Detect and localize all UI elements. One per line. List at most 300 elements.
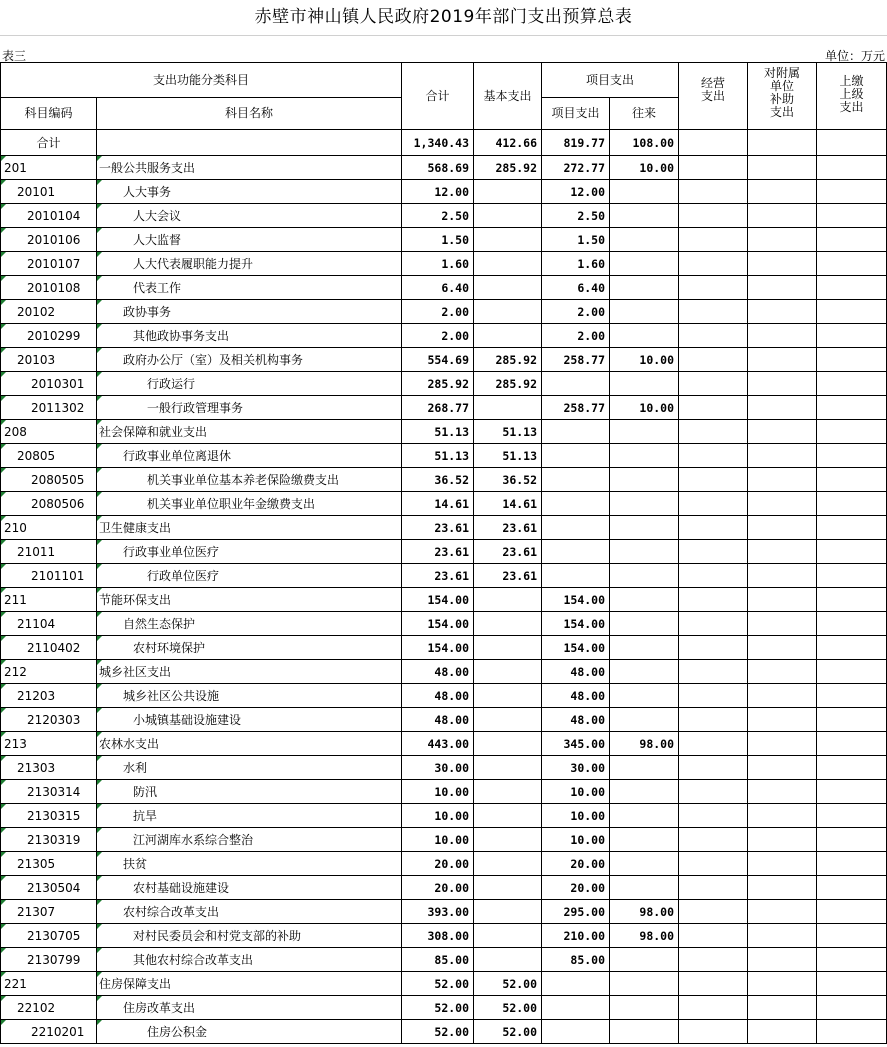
row-name: [97, 492, 402, 516]
row-name: [97, 396, 402, 420]
row-subsidy: [748, 396, 817, 420]
row-name-text: 行政事业单位医疗: [123, 545, 220, 559]
row-operation: [679, 156, 748, 180]
row-code: [1, 660, 97, 684]
header-name: 科目名称: [97, 98, 402, 130]
row-upper: [817, 228, 887, 252]
row-code-text: 20102: [17, 304, 56, 319]
row-basic: [474, 636, 542, 660]
row-name: [97, 540, 402, 564]
unit-label: 单位：万元: [824, 49, 885, 63]
row-code-text: 208: [4, 424, 27, 439]
row-code: [1, 372, 97, 396]
row-basic: [474, 852, 542, 876]
table-row: [1, 156, 887, 180]
row-total: 30.00: [402, 756, 474, 780]
row-name: [97, 420, 402, 444]
cell-comment-marker: [1, 444, 6, 449]
row-project: 210.00: [542, 924, 610, 948]
row-total: 52.00: [402, 1020, 474, 1044]
row-project: 48.00: [542, 660, 610, 684]
row-basic: 285.92: [474, 156, 542, 180]
row-total: 154.00: [402, 636, 474, 660]
row-operation: [679, 732, 748, 756]
cell-comment-marker: [97, 204, 102, 209]
row-operation: [679, 180, 748, 204]
row-basic: 51.13: [474, 420, 542, 444]
row-name-text: 人大事务: [123, 185, 172, 199]
row-upper: [817, 636, 887, 660]
row-transfer: 98.00: [610, 924, 679, 948]
row-code: [1, 516, 97, 540]
row-subsidy: [748, 228, 817, 252]
row-total: 10.00: [402, 828, 474, 852]
row-basic: [474, 684, 542, 708]
row-code: [1, 828, 97, 852]
row-operation: [679, 780, 748, 804]
row-total: 23.61: [402, 540, 474, 564]
row-basic: 36.52: [474, 468, 542, 492]
row-code-text: 221: [4, 976, 27, 991]
cell-comment-marker: [97, 828, 102, 833]
row-project: 154.00: [542, 588, 610, 612]
cell-comment-marker: [1, 972, 6, 977]
row-code: [1, 732, 97, 756]
row-code: [1, 468, 97, 492]
row-basic: 14.61: [474, 492, 542, 516]
row-name: [97, 468, 402, 492]
row-subsidy: [748, 996, 817, 1020]
row-name: [97, 900, 402, 924]
row-total: 568.69: [402, 156, 474, 180]
row-name: [97, 732, 402, 756]
row-name-text: 住房公积金: [147, 1025, 208, 1039]
row-code: [1, 588, 97, 612]
row-project: 1.60: [542, 252, 610, 276]
row-name: [97, 996, 402, 1020]
row-subsidy: [748, 564, 817, 588]
row-name-text: 对村民委员会和村党支部的补助: [133, 929, 302, 943]
row-upper: [817, 948, 887, 972]
cell-comment-marker: [1, 948, 6, 953]
row-subsidy: [748, 204, 817, 228]
row-code: [1, 252, 97, 276]
total-row-subsidy: [748, 130, 817, 156]
row-name: [97, 804, 402, 828]
row-subsidy: [748, 156, 817, 180]
row-project: 2.00: [542, 300, 610, 324]
row-subsidy: [748, 636, 817, 660]
cell-comment-marker: [1, 180, 6, 185]
row-project: 2.50: [542, 204, 610, 228]
row-transfer: 98.00: [610, 732, 679, 756]
row-name: [97, 372, 402, 396]
cell-comment-marker: [97, 876, 102, 881]
row-code: [1, 180, 97, 204]
row-subsidy: [748, 492, 817, 516]
row-transfer: [610, 612, 679, 636]
row-subsidy: [748, 372, 817, 396]
row-transfer: [610, 948, 679, 972]
cell-comment-marker: [97, 1020, 102, 1025]
row-operation: [679, 228, 748, 252]
row-name: [97, 852, 402, 876]
row-code-text: 210: [4, 520, 27, 535]
row-transfer: [610, 300, 679, 324]
row-name-text: 江河湖库水系综合整治: [133, 833, 254, 847]
row-upper: [817, 156, 887, 180]
row-operation: [679, 924, 748, 948]
table-row: [1, 516, 887, 540]
page-title: 赤壁市神山镇人民政府2019年部门支出预算总表: [254, 7, 633, 27]
row-subsidy: [748, 660, 817, 684]
row-operation: [679, 540, 748, 564]
row-upper: [817, 516, 887, 540]
row-basic: [474, 228, 542, 252]
row-name: [97, 684, 402, 708]
row-code-text: 21305: [17, 856, 56, 871]
row-subsidy: [748, 588, 817, 612]
table-number-label: 表三: [2, 49, 27, 63]
row-basic: [474, 900, 542, 924]
row-basic: [474, 180, 542, 204]
row-basic: [474, 876, 542, 900]
table-row: [1, 564, 887, 588]
row-upper: [817, 972, 887, 996]
row-code-text: 2080505: [31, 472, 85, 487]
row-name-text: 社会保障和就业支出: [99, 425, 208, 439]
row-transfer: [610, 588, 679, 612]
cell-comment-marker: [1, 876, 6, 881]
row-code-text: 2080506: [31, 496, 85, 511]
cell-comment-marker: [97, 708, 102, 713]
cell-comment-marker: [1, 228, 6, 233]
row-transfer: [610, 876, 679, 900]
cell-comment-marker: [97, 684, 102, 689]
row-code-text: 21307: [17, 904, 56, 919]
header-basic: 基本支出: [474, 63, 542, 130]
cell-comment-marker: [97, 948, 102, 953]
row-name: [97, 828, 402, 852]
row-code: [1, 636, 97, 660]
cell-comment-marker: [97, 324, 102, 329]
row-total: 48.00: [402, 660, 474, 684]
row-operation: [679, 516, 748, 540]
cell-comment-marker: [97, 492, 102, 497]
row-project: [542, 420, 610, 444]
row-subsidy: [748, 900, 817, 924]
row-transfer: [610, 780, 679, 804]
row-subsidy: [748, 732, 817, 756]
row-name-text: 自然生态保护: [123, 617, 196, 631]
row-code: [1, 612, 97, 636]
row-basic: [474, 204, 542, 228]
row-code: [1, 564, 97, 588]
row-code: [1, 972, 97, 996]
table-row: [1, 300, 887, 324]
row-total: 36.52: [402, 468, 474, 492]
row-name-text: 人大代表履职能力提升: [133, 257, 254, 271]
table-row: [1, 252, 887, 276]
row-transfer: [610, 852, 679, 876]
cell-comment-marker: [97, 972, 102, 977]
row-total: 23.61: [402, 564, 474, 588]
table-row: [1, 852, 887, 876]
row-project: [542, 996, 610, 1020]
row-subsidy: [748, 972, 817, 996]
row-name-text: 水利: [123, 761, 148, 775]
row-code: [1, 708, 97, 732]
cell-comment-marker: [1, 1020, 6, 1025]
row-subsidy: [748, 276, 817, 300]
row-name-text: 住房改革支出: [123, 1001, 196, 1015]
row-basic: 23.61: [474, 516, 542, 540]
row-code-text: 20103: [17, 352, 56, 367]
row-transfer: 98.00: [610, 900, 679, 924]
table-row: [1, 396, 887, 420]
cell-comment-marker: [1, 636, 6, 641]
row-basic: [474, 708, 542, 732]
row-transfer: [610, 468, 679, 492]
row-code-text: 2130504: [27, 880, 81, 895]
row-total: 554.69: [402, 348, 474, 372]
row-basic: [474, 324, 542, 348]
row-basic: [474, 252, 542, 276]
row-code-text: 2101101: [31, 568, 85, 583]
table-row: [1, 348, 887, 372]
row-transfer: [610, 372, 679, 396]
row-code: [1, 876, 97, 900]
row-name: [97, 948, 402, 972]
row-transfer: [610, 756, 679, 780]
row-code-text: 2010108: [27, 280, 81, 295]
table-row: [1, 276, 887, 300]
header-func-class: 支出功能分类科目: [1, 63, 402, 98]
cell-comment-marker: [1, 372, 6, 377]
table-row: [1, 324, 887, 348]
row-code: [1, 900, 97, 924]
row-upper: [817, 924, 887, 948]
row-name: [97, 1020, 402, 1044]
row-total: 14.61: [402, 492, 474, 516]
row-basic: 51.13: [474, 444, 542, 468]
table-row: [1, 420, 887, 444]
row-operation: [679, 420, 748, 444]
row-subsidy: [748, 180, 817, 204]
row-name: [97, 252, 402, 276]
row-name-text: 农林水支出: [99, 737, 160, 751]
row-code: [1, 540, 97, 564]
row-transfer: [610, 324, 679, 348]
row-code-text: 2130314: [27, 784, 81, 799]
row-name-text: 一般行政管理事务: [147, 401, 244, 415]
cell-comment-marker: [1, 204, 6, 209]
row-upper: [817, 852, 887, 876]
row-upper: [817, 348, 887, 372]
table-row: [1, 660, 887, 684]
row-basic: 23.61: [474, 564, 542, 588]
cell-comment-marker: [97, 252, 102, 257]
table-row: [1, 228, 887, 252]
table-row: [1, 636, 887, 660]
row-transfer: [610, 492, 679, 516]
row-name: [97, 276, 402, 300]
row-name-text: 行政事业单位离退休: [123, 449, 232, 463]
row-name-text: 农村环境保护: [133, 641, 206, 655]
cell-comment-marker: [97, 756, 102, 761]
row-subsidy: [748, 708, 817, 732]
sheet-gridline: [0, 35, 887, 36]
cell-comment-marker: [97, 588, 102, 593]
row-name: [97, 300, 402, 324]
row-project: 2.00: [542, 324, 610, 348]
row-subsidy: [748, 756, 817, 780]
header-total: 合计: [402, 63, 474, 130]
row-code-text: 2130315: [27, 808, 81, 823]
cell-comment-marker: [97, 804, 102, 809]
row-code: [1, 300, 97, 324]
table-row: [1, 444, 887, 468]
row-code: [1, 924, 97, 948]
row-operation: [679, 468, 748, 492]
row-operation: [679, 564, 748, 588]
cell-comment-marker: [97, 540, 102, 545]
row-operation: [679, 852, 748, 876]
total-row-operation: [679, 130, 748, 156]
row-name: [97, 180, 402, 204]
table-row: [1, 948, 887, 972]
row-name: [97, 756, 402, 780]
row-upper: [817, 684, 887, 708]
row-transfer: [610, 1020, 679, 1044]
row-name: [97, 156, 402, 180]
row-operation: [679, 636, 748, 660]
cell-comment-marker: [97, 420, 102, 425]
cell-comment-marker: [1, 780, 6, 785]
cell-comment-marker: [1, 684, 6, 689]
row-transfer: [610, 684, 679, 708]
total-row-project: 819.77: [542, 130, 610, 156]
row-code-text: 2210201: [31, 1024, 85, 1039]
cell-comment-marker: [97, 852, 102, 857]
row-total: 20.00: [402, 852, 474, 876]
row-transfer: 10.00: [610, 156, 679, 180]
row-basic: [474, 660, 542, 684]
cell-comment-marker: [97, 564, 102, 569]
row-code-text: 20805: [17, 448, 56, 463]
row-upper: [817, 468, 887, 492]
row-code: [1, 420, 97, 444]
row-total: 393.00: [402, 900, 474, 924]
row-name-text: 农村基础设施建设: [133, 881, 230, 895]
row-name-text: 小城镇基础设施建设: [133, 713, 242, 727]
row-subsidy: [748, 1020, 817, 1044]
row-code-text: 2010106: [27, 232, 81, 247]
budget-rows: [1, 156, 887, 1044]
row-basic: [474, 780, 542, 804]
row-basic: [474, 276, 542, 300]
row-project: 10.00: [542, 780, 610, 804]
row-project: 258.77: [542, 396, 610, 420]
row-total: 51.13: [402, 444, 474, 468]
row-project: 258.77: [542, 348, 610, 372]
row-basic: [474, 948, 542, 972]
row-code-text: 21203: [17, 688, 56, 703]
header-transfer: 往来: [610, 98, 679, 130]
row-basic: 52.00: [474, 1020, 542, 1044]
row-code: [1, 444, 97, 468]
row-upper: [817, 444, 887, 468]
row-name-text: 其他农村综合改革支出: [133, 953, 254, 967]
row-project: 154.00: [542, 636, 610, 660]
header-project-sub: 项目支出: [542, 98, 610, 130]
cell-comment-marker: [97, 732, 102, 737]
row-code: [1, 684, 97, 708]
row-basic: [474, 588, 542, 612]
row-upper: [817, 828, 887, 852]
table-row: [1, 900, 887, 924]
row-name-text: 行政运行: [147, 377, 196, 391]
row-upper: [817, 588, 887, 612]
cell-comment-marker: [97, 348, 102, 353]
row-transfer: [610, 540, 679, 564]
table-row: [1, 996, 887, 1020]
table-row: [1, 708, 887, 732]
row-upper: [817, 324, 887, 348]
table-row: [1, 204, 887, 228]
cell-comment-marker: [1, 396, 6, 401]
row-code: [1, 1020, 97, 1044]
row-name-text: 代表工作: [133, 281, 182, 295]
row-basic: [474, 396, 542, 420]
row-transfer: [610, 564, 679, 588]
row-total: 285.92: [402, 372, 474, 396]
row-name-text: 抗旱: [133, 809, 158, 823]
cell-comment-marker: [1, 276, 6, 281]
row-operation: [679, 828, 748, 852]
row-name-text: 一般公共服务支出: [99, 161, 196, 175]
row-upper: [817, 708, 887, 732]
header-operation: 经营 支出: [679, 63, 748, 130]
header-subsidy: 对附属 单位 补助 支出: [748, 63, 817, 130]
row-total: 2.00: [402, 300, 474, 324]
row-total: 20.00: [402, 876, 474, 900]
row-code-text: 21104: [17, 616, 56, 631]
row-name-text: 节能环保支出: [99, 593, 172, 607]
row-total: 51.13: [402, 420, 474, 444]
row-name: [97, 228, 402, 252]
row-total: 154.00: [402, 612, 474, 636]
row-basic: [474, 924, 542, 948]
total-row-name: [97, 130, 402, 156]
row-project: 30.00: [542, 756, 610, 780]
row-code: [1, 204, 97, 228]
row-project: [542, 972, 610, 996]
cell-comment-marker: [97, 612, 102, 617]
row-name-text: 行政单位医疗: [147, 569, 220, 583]
row-project: [542, 372, 610, 396]
row-upper: [817, 900, 887, 924]
row-total: 1.50: [402, 228, 474, 252]
row-project: [542, 564, 610, 588]
cell-comment-marker: [1, 348, 6, 353]
row-basic: 285.92: [474, 372, 542, 396]
row-code-text: 2130705: [27, 928, 81, 943]
row-upper: [817, 300, 887, 324]
row-name-text: 农村综合改革支出: [123, 905, 220, 919]
row-code-text: 212: [4, 664, 27, 679]
row-basic: [474, 732, 542, 756]
